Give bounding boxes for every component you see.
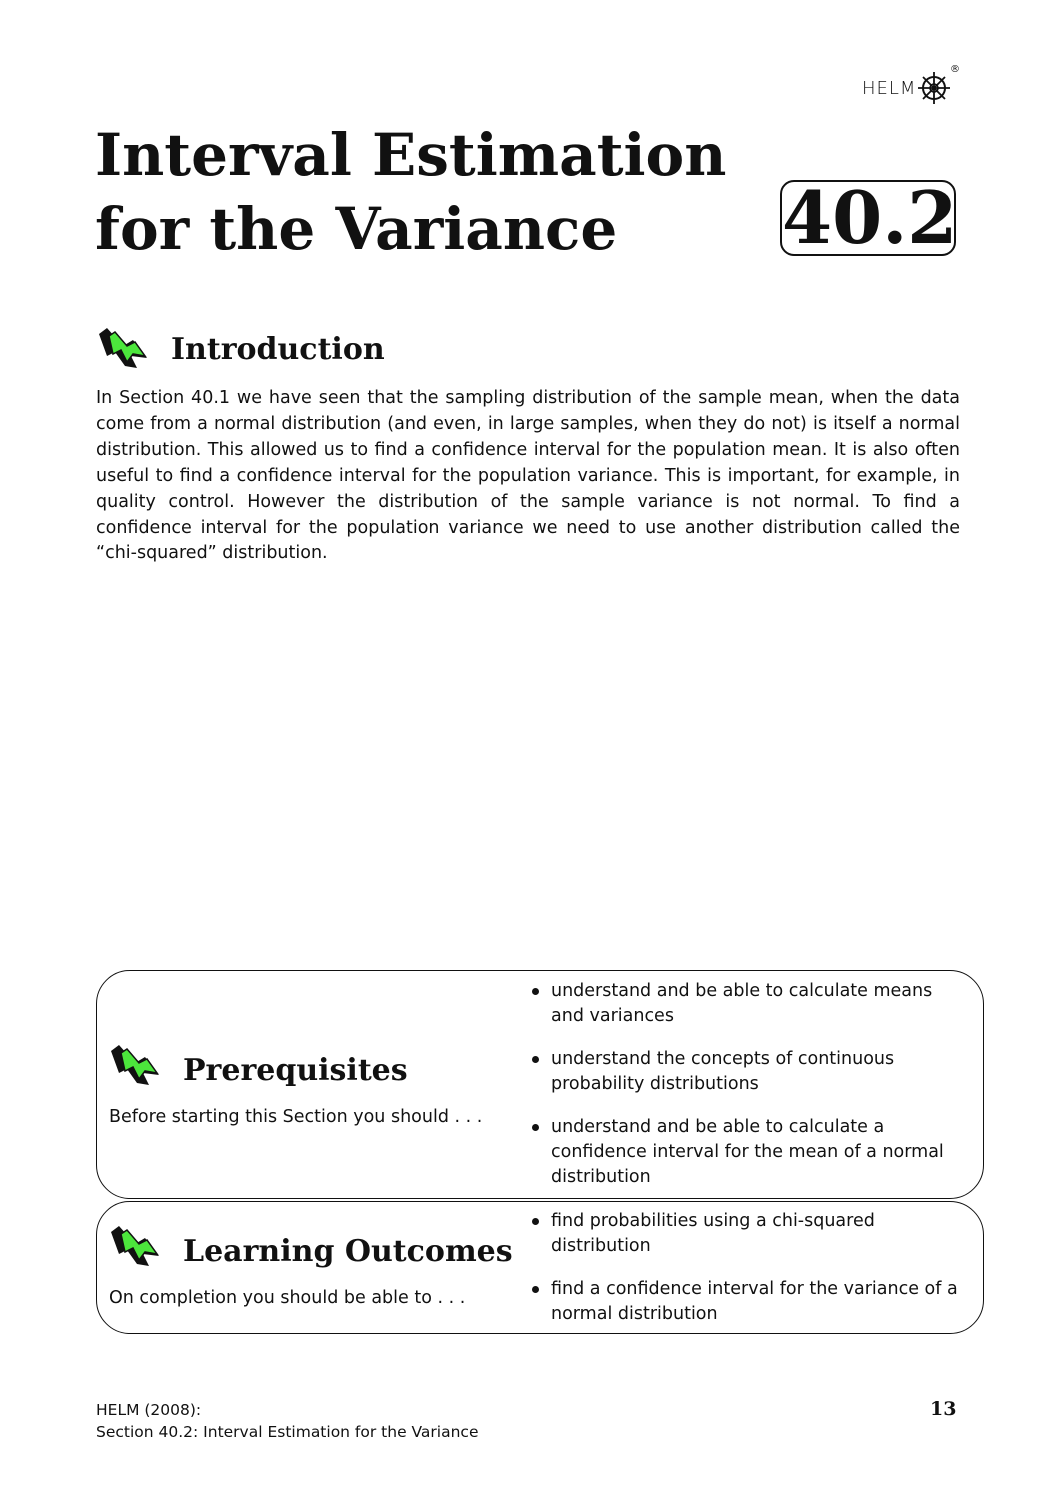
prerequisites-list: [529, 979, 969, 1190]
arrow-icon: [109, 1043, 163, 1087]
arrow-icon: [109, 1224, 163, 1268]
learning-outcomes-list: [529, 1209, 969, 1327]
learning-outcome-item: find a confidence interval for the variance of a normal distribution: [529, 1277, 969, 1327]
introduction-heading: Introduction: [171, 332, 385, 367]
footer-line-2: Section 40.2: Interval Estimation for the Variance: [96, 1423, 479, 1441]
helm-logo: [862, 64, 962, 104]
helm-logo-text: HELM: [862, 78, 917, 99]
title-line-2: for the Variance: [95, 195, 618, 263]
prerequisites-heading: Prerequisites: [183, 1053, 408, 1088]
learning-outcomes-heading: Learning Outcomes: [183, 1234, 513, 1269]
registered-mark: ®: [950, 64, 960, 75]
arrow-icon: [97, 326, 151, 370]
page-number: 13: [930, 1398, 957, 1420]
footer: [96, 1399, 479, 1443]
section-number-badge: 40.2: [782, 175, 958, 260]
prerequisite-item: understand the concepts of continuous probability distributions: [529, 1047, 969, 1097]
introduction-text: In Section 40.1 we have seen that the sampling distribution of the sample mean, when the data come from a normal distribution (and even, in large samples, when they do not) is itself a normal distribution. This allowed us to find a confidence interval for the population mean. It is also often useful to find a confidence interval for the population variance. This is important, for example, in quality control. However the distribution of the sample variance is not normal. To find a confidence interval for the population variance we need to use another distribution called the “chi-squared” distribution.: [96, 388, 960, 564]
prerequisites-subtitle: Before starting this Section you should . . .: [109, 1107, 483, 1127]
learning-outcome-item: find probabilities using a chi-squared distribution: [529, 1209, 969, 1259]
page-title: [95, 118, 726, 266]
prerequisite-item: understand and be able to calculate a confidence interval for the mean of a normal distribution: [529, 1115, 969, 1190]
prerequisite-item: understand and be able to calculate means and variances: [529, 979, 969, 1029]
title-line-1: Interval Estimation: [95, 121, 727, 189]
footer-line-1: HELM (2008):: [96, 1401, 202, 1419]
learning-outcomes-box: [96, 1201, 984, 1334]
learning-outcomes-subtitle: On completion you should be able to . . .: [109, 1288, 466, 1308]
prerequisites-box: [96, 970, 984, 1199]
